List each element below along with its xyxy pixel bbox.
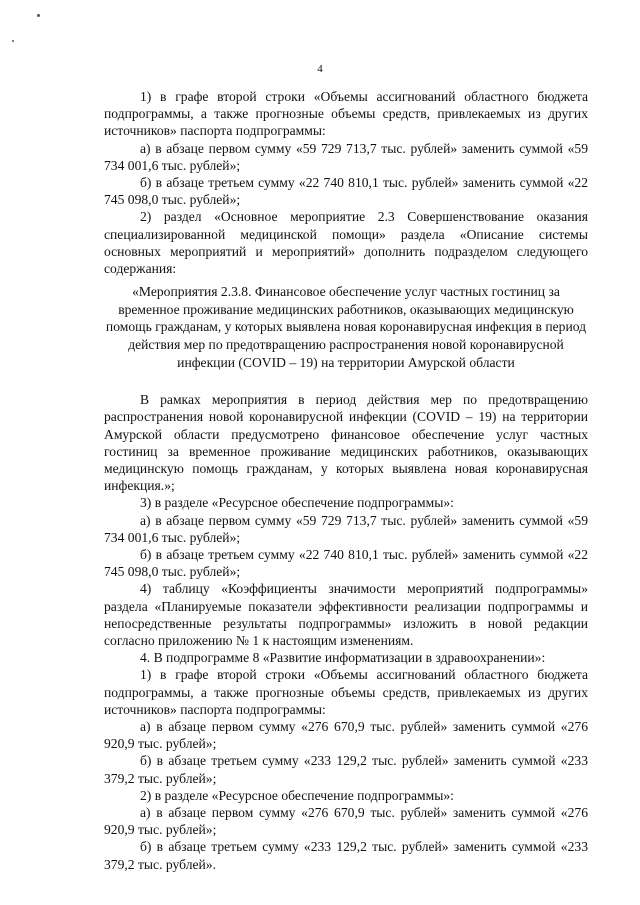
- paragraph: а) в абзаце первом сумму «276 670,9 тыс. рублей» заменить суммой «276 920,9 тыс. рублей»;: [104, 719, 588, 752]
- paragraph: 1) в графе второй строки «Объемы ассигнований областного бюджета подпрограммы, а также прогнозные объемы средств, привлекаемых из других источников» паспорта подпрограммы:: [104, 89, 588, 139]
- paragraph: б) в абзаце третьем сумму «233 129,2 тыс. рублей» заменить суммой «233 379,2 тыс. рублей»;: [104, 753, 588, 786]
- paragraph: б) в абзаце третьем сумму «22 740 810,1 тыс. рублей» заменить суммой «22 745 098,0 тыс. рублей»;: [104, 175, 588, 208]
- paragraph: 2) раздел «Основное мероприятие 2.3 Совершенствование оказания специализированной медицинской помощи» раздела «Описание системы основных мероприятий и мероприятий» дополнить подразделом следующего содержания:: [104, 209, 588, 277]
- paragraph: В рамках мероприятия в период действия мер по предотвращению распространения новой коронавирусной инфекции (COVID – 19) на территории Амурской области предусмотрено финансовое обеспечение услуг частных гостиниц за временное проживание медицинских работников, оказывающих медицинскую помощь гражданам, у которых выявлена новая коронавирусная инфекция.»;: [104, 392, 588, 494]
- section-heading: «Мероприятия 2.3.8. Финансовое обеспечение услуг частных гостиниц за временное проживание медицинских работников, оказывающих медицинскую помощь гражданам, у которых выявлена новая коронавирусная инфекция в период действия мер по предотвращению распространения новой коронавирусной инфекции (COVID – 19) на территории Амурской области: [105, 284, 587, 370]
- paragraph: б) в абзаце третьем сумму «22 740 810,1 тыс. рублей» заменить суммой «22 745 098,0 тыс. рублей»;: [104, 547, 588, 580]
- paragraph: 4. В подпрограмме 8 «Развитие информатизации в здравоохранении»:: [140, 650, 546, 666]
- paragraph: б) в абзаце третьем сумму «233 129,2 тыс. рублей» заменить суммой «233 379,2 тыс. рублей».: [104, 839, 588, 872]
- spacer: [104, 371, 588, 391]
- document-body: [104, 88, 588, 873]
- paragraph: а) в абзаце первом сумму «59 729 713,7 тыс. рублей» заменить суммой «59 734 001,6 тыс. рублей»;: [104, 512, 588, 545]
- paragraph: 1) в графе второй строки «Объемы ассигнований областного бюджета подпрограммы, а также прогнозные объемы средств, привлекаемых из других источников» паспорта подпрограммы:: [104, 667, 588, 717]
- page-number: 4: [317, 63, 323, 75]
- paragraph: 2) в разделе «Ресурсное обеспечение подпрограммы»:: [140, 787, 454, 803]
- paragraph: а) в абзаце первом сумму «276 670,9 тыс. рублей» заменить суммой «276 920,9 тыс. рублей»;: [104, 805, 588, 838]
- paragraph: 3) в разделе «Ресурсное обеспечение подпрограммы»:: [140, 495, 454, 511]
- paragraph: 4) таблицу «Коэффициенты значимости мероприятий подпрограммы» раздела «Планируемые показатели эффективности реализации подпрограммы и непосредственные результаты подпрограммы» изложить в новой редакции согласно приложению № 1 к настоящим изменениям.: [104, 581, 588, 649]
- scan-speck: [37, 14, 40, 17]
- paragraph: а) в абзаце первом сумму «59 729 713,7 тыс. рублей» заменить суммой «59 734 001,6 тыс. рублей»;: [104, 140, 588, 173]
- scan-speck: [12, 40, 14, 42]
